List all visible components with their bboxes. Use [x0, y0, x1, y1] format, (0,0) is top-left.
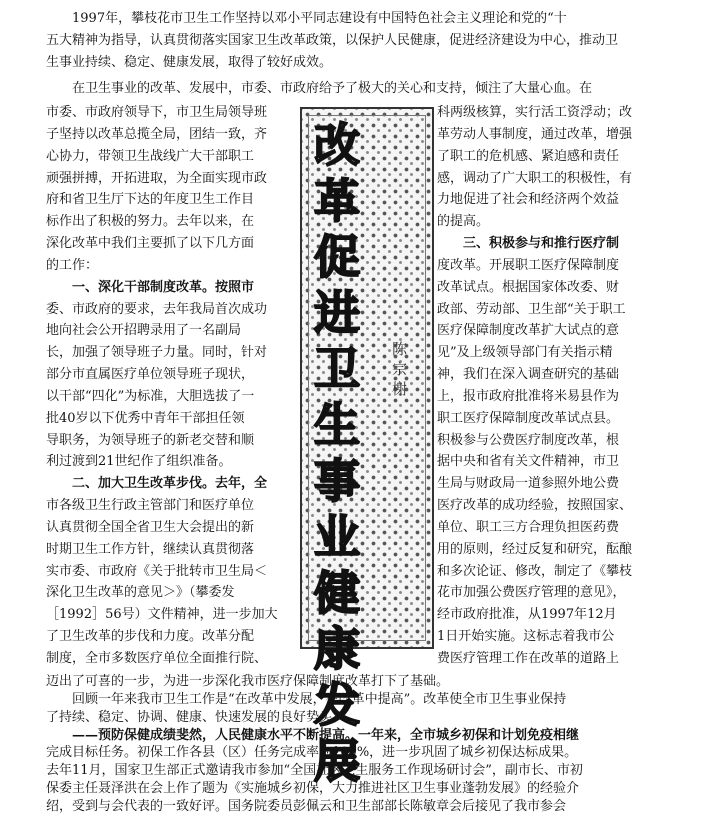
column-line: 积极参与公费医疗制度改革，根: [437, 433, 620, 448]
paragraph-line: 迈出了可喜的一步，为进一步深化我市医疗保障制度改革打下了基础。: [46, 674, 450, 689]
column-line: 1日开始实施。这标志着我市公: [437, 629, 615, 644]
column-line: 花市加强公费医疗管理的意见》，: [437, 585, 626, 600]
column-line: 医疗保障制度改革扩大试点的意: [437, 323, 620, 338]
column-line: 市委、市政府领导下，市卫生局领导班: [46, 105, 268, 120]
column-line: 子坚持以改革总揽全局，团结一致，齐: [46, 127, 268, 142]
column-line: 实市委、市政府《关于批转市卫生局＜: [46, 564, 268, 579]
section-heading-line: 二、加大卫生改革步伐。去年，全: [46, 476, 268, 491]
title-box: [300, 107, 434, 788]
paragraph-line: 去年11月，国家卫生部正式邀请我市参加“全国社区卫生服务工作现场研讨会”，副市长、市初: [46, 763, 583, 778]
column-line: 上，报市政府批准将米易县作为: [437, 389, 620, 404]
column-line: 和多次论证、修改，制定了《攀枝: [437, 564, 633, 579]
column-line: 顽强拼搏，开拓进取，为全面实现市政: [46, 171, 268, 186]
column-line: 见”及上级领导部门有关指示精: [437, 345, 613, 360]
column-line: ［1992］56号）文件精神，进一步加大: [46, 607, 278, 622]
column-line: 感，调动了广大职工的积极性，有: [437, 171, 633, 186]
column-line: 的工作：: [46, 258, 99, 273]
paragraph-line: ——预防保健成绩斐然，人民健康水平不断提高。一年来，全市城乡初保和计划免疫相继: [46, 728, 580, 743]
column-line: 职工医疗保障制度改革试点县。: [437, 411, 620, 426]
column-line: 认真贯彻全国全省卫生大会提出的新: [46, 520, 255, 535]
column-line: 府和省卫生厅下达的年度卫生工作目: [46, 192, 255, 207]
column-line: 用的原则，经过反复和研究，酝酿: [437, 542, 633, 557]
column-line: 批40岁以下优秀中青年干部担任领: [46, 411, 245, 426]
paragraph-line: 绍，受到与会代表的一致好评。国务院委员彭佩云和卫生部部长陈敏章会后接见了我市参会: [46, 799, 567, 814]
column-line: 以干部“四化”为标准，大胆选拔了一: [46, 389, 255, 404]
paragraph-line: 了持续、稳定、协调、健康、快速发展的良好势头。: [46, 710, 346, 725]
paragraph-line: 生事业持续、稳定、健康发展，取得了较好成效。: [46, 55, 333, 70]
column-line: 生局与财政局一道参照外地公费: [437, 476, 620, 491]
column-line: 市各级卫生行政主管部门和医疗单位: [46, 498, 255, 513]
column-line: 度改革。开展职工医疗保障制度: [437, 258, 620, 273]
column-line: 改革试点。根据国家体改委、财: [437, 280, 620, 295]
column-line: 委、市政府的要求，去年我局首次成功: [46, 302, 268, 317]
column-line: 了卫生改革的步伐和力度。改革分配: [46, 629, 255, 644]
section-heading-line: 三、积极参与和推行医疗制: [437, 236, 620, 251]
column-line: 心协力，带领卫生战线广大干部职工: [46, 149, 255, 164]
column-line: 据中央和省有关文件精神，市卫: [437, 454, 620, 469]
column-line: 长，加强了领导班子力量。同时，针对: [46, 345, 268, 360]
paragraph-line: 保委主任聂泽洪在会上作了题为《实施城乡初保，大力推进社区卫生事业蓬勃发展》的经验介: [46, 781, 580, 796]
column-line: 医疗改革的成功经验，按照国家、: [437, 498, 633, 513]
paragraph-line: 在卫生事业的改革、发展中，市委、市政府给予了极大的关心和支持，倾注了大量心血。在: [46, 81, 593, 96]
column-line: 导职务，为领导班子的新老交替和顺: [46, 433, 255, 448]
column-line: 部分市直属医疗单位领导班子现状，: [46, 367, 255, 382]
paragraph-line: 五大精神为指导，认真贯彻落实国家卫生改革政策，以保护人民健康，促进经济建设为中心，推动卫: [46, 33, 619, 48]
column-line: 时期卫生工作方针，继续认真贯彻落: [46, 542, 255, 557]
article-title: 改革促进卫生事业健康发展: [314, 118, 360, 788]
column-line: 经市政府批准，从1997年12月: [437, 607, 617, 622]
paragraph-line: 回顾一年来我市卫生工作是“在改革中发展，在改革中提高”。改革使全市卫生事业保持: [46, 692, 567, 707]
column-line: 深化改革中我们主要抓了以下几方面: [46, 236, 255, 251]
column-line: 神，我们在深入调查研究的基础: [437, 367, 620, 382]
column-line: 革劳动人事制度，通过改革，增强: [437, 127, 633, 142]
column-line: 费医疗管理工作在改革的道路上: [437, 651, 620, 666]
paragraph-line: 1997年，攀枝花市卫生工作坚持以邓小平同志建设有中国特色社会主义理论和党的“十: [46, 11, 567, 26]
paragraph-line: 完成目标任务。初保工作各县（区）任务完成率为100%，进一步巩固了城乡初保达标成果。: [46, 745, 578, 760]
column-line: 了职工的危机感、紧迫感和责任: [437, 149, 620, 164]
column-line: 政部、劳动部、卫生部“关于职工: [437, 302, 626, 317]
column-line: 地向社会公开招聘录用了一名副局: [46, 323, 242, 338]
column-line: 利过渡到21世纪作了组织准备。: [46, 454, 232, 469]
author-name: 陈宗榭: [392, 340, 408, 398]
column-line: 科两级核算，实行活工资浮动；改: [437, 105, 633, 120]
column-line: 标作出了积极的努力。去年以来，在: [46, 214, 255, 229]
column-line: 制度，全市多数医疗单位全面推行院、: [46, 651, 268, 666]
column-line: 深化卫生改革的意见＞》（攀委发: [46, 585, 235, 600]
column-line: 的提高。: [437, 214, 490, 229]
column-line: 力地促进了社会和经济两个效益: [437, 192, 620, 207]
section-heading-line: 一、深化干部制度改革。按照市: [46, 280, 255, 295]
column-line: 单位、职工三方合理负担医药费: [437, 520, 620, 535]
